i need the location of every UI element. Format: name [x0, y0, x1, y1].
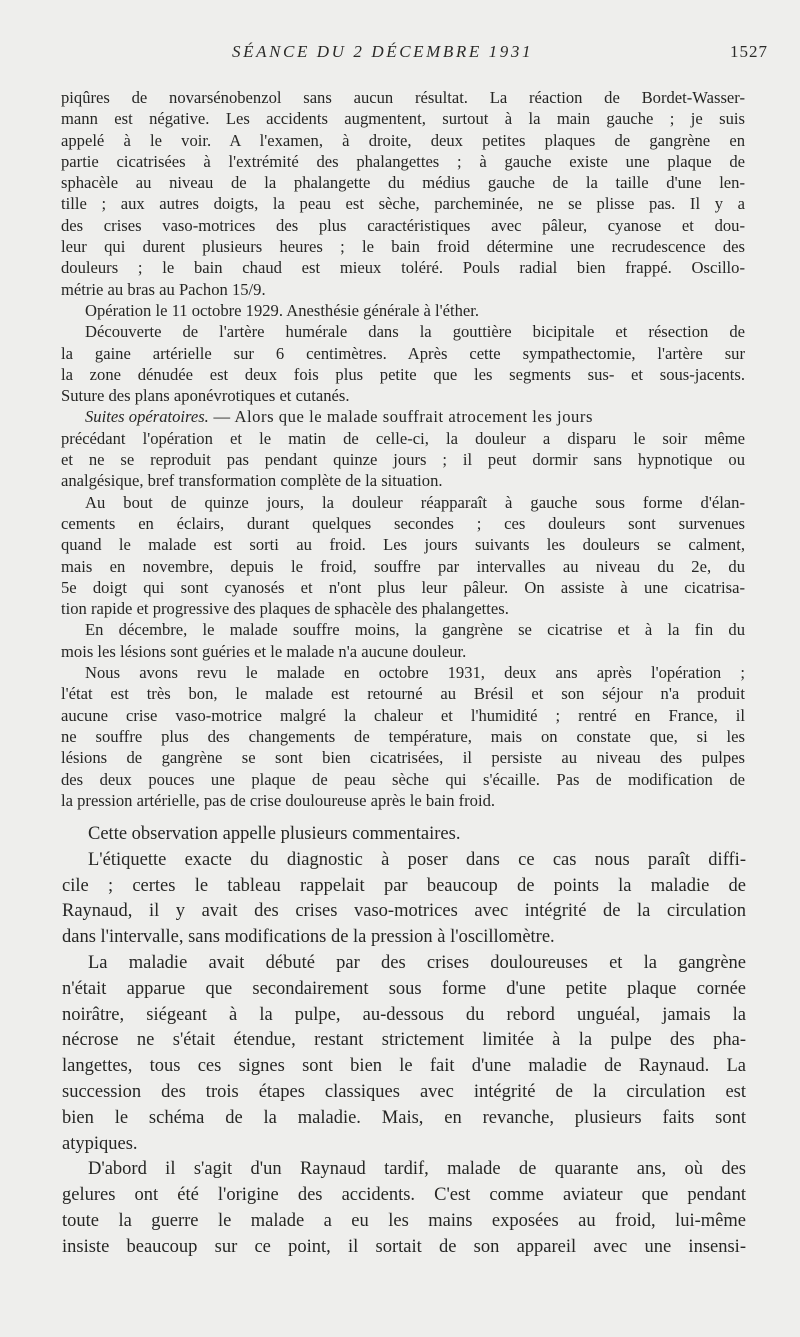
text-line: nécrose ne s'était étendue, restant strictement limitée à la pulpe des pha-: [62, 1030, 746, 1051]
text-line: métrie au bras au Pachon 15/9.: [61, 279, 266, 299]
commentary-block: [62, 822, 746, 1261]
text-line: mais en novembre, depuis le froid, souffre par intervalles au niveau du 2e, du: [61, 556, 745, 576]
text-line: Nous avons revu le malade en octobre 1931, deux ans après l'opération ;: [85, 663, 745, 683]
text-line: Au bout de quinze jours, la douleur réapparaît à gauche sous forme d'élan-: [85, 492, 745, 512]
text-line: bien le schéma de la maladie. Mais, en revanche, plusieurs faits sont: [62, 1107, 746, 1128]
text-fragment: — Alors que le malade souffrait atrocement les jours: [208, 407, 593, 427]
text-line: Découverte de l'artère humérale dans la gouttière bicipitale et résection de: [85, 322, 745, 342]
text-line: cements en éclairs, durant quelques secondes ; ces douleurs sont survenues: [61, 513, 745, 533]
text-line: partie cicatrisées à l'extrémité des phalangettes ; à gauche existe une plaque de: [61, 151, 745, 171]
text-line: la gaine artérielle sur 6 centimètres. Après cette sympathectomie, l'artère sur: [61, 343, 745, 363]
text-line: Raynaud, il y avait des crises vaso-motrices avec intégrité de la circulation: [62, 901, 746, 922]
running-head: [0, 42, 800, 66]
text-line: la zone dénudée est deux fois plus petite que les segments sus- et sous-jacents.: [61, 364, 745, 384]
text-line: dans l'intervalle, sans modifications de la pression à l'oscillomètre.: [62, 927, 555, 948]
text-line: langettes, tous ces signes sont bien le fait d'une maladie de Raynaud. La: [62, 1056, 746, 1077]
text-line: précédant l'opération et le matin de celle-ci, la douleur a disparu le soir même: [61, 428, 745, 448]
text-line: analgésique, bref transformation complète de la situation.: [61, 471, 443, 491]
text-line: tille ; aux autres doigts, la peau est sèche, parcheminée, ne se plisse pas. Il y a: [61, 194, 745, 214]
case-report-block: [61, 87, 745, 811]
text-line: tion rapide et progressive des plaques de sphacèle des phalangettes.: [61, 599, 509, 619]
text-line: 5e doigt qui sont cyanosés et n'ont plus leur pâleur. On assiste à une cicatrisa-: [61, 577, 745, 597]
text-line: leur qui durent plusieurs heures ; le bain froid détermine une recrudescence des: [61, 237, 745, 257]
text-line: douleurs ; le bain chaud est mieux toléré. Pouls radial bien frappé. Oscillo-: [61, 258, 745, 278]
text-line: Opération le 11 octobre 1929. Anesthésie générale à l'éther.: [85, 300, 480, 320]
text-line: n'était apparue que secondairement sous forme d'une petite plaque cornée: [62, 978, 746, 999]
running-title: SÉANCE DU 2 DÉCEMBRE 1931: [232, 42, 534, 61]
section-label-suites-operatoires: Suites opératoires.: [85, 407, 209, 427]
text-line: sphacèle au niveau de la phalangette du médius gauche de la taille d'une len-: [61, 173, 745, 193]
text-line: quand le malade est sorti au froid. Les jours suivants les douleurs se calment,: [61, 535, 745, 555]
text-line: Suture des plans aponévrotiques et cutanés.: [61, 386, 350, 406]
text-line: et ne se reproduit pas pendant quinze jours ; il peut dormir sans hypnotique ou: [61, 450, 745, 470]
text-line: des deux pouces une plaque de peau sèche qui s'écaille. Pas de modification de: [61, 769, 745, 789]
text-line: mois les lésions sont guéries et le malade n'a aucune douleur.: [61, 641, 467, 661]
text-line: piqûres de novarsénobenzol sans aucun résultat. La réaction de Bordet-Wasser-: [61, 88, 745, 107]
text-line: ne souffre plus des changements de température, mais on constate que, si les: [61, 726, 745, 746]
text-line: des crises vaso-motrices des plus caractéristiques avec pâleur, cyanose et dou-: [61, 215, 745, 235]
page-number: 1527: [730, 42, 768, 61]
text-line: la pression artérielle, pas de crise douloureuse après le bain froid.: [61, 790, 496, 810]
text-line: lésions de gangrène se sont bien cicatrisées, il persiste au niveau des pulpes: [61, 748, 745, 768]
text-line: L'étiquette exacte du diagnostic à poser dans ce cas nous paraît diffi-: [88, 849, 746, 870]
text-line: insiste beaucoup sur ce point, il sortait de son appareil avec une insensi-: [62, 1236, 746, 1257]
text-line: l'état est très bon, le malade est retourné au Brésil et son séjour n'a produit: [61, 684, 745, 704]
text-line: aucune crise vaso-motrice malgré la chaleur et l'humidité ; rentré en France, il: [61, 705, 745, 725]
text-line: D'abord il s'agit d'un Raynaud tardif, malade de quarante ans, où des: [88, 1159, 746, 1180]
text-line: cile ; certes le tableau rappelait par beaucoup de points la maladie de: [62, 875, 746, 896]
text-line: noirâtre, siégeant à la pulpe, au-dessous du rebord unguéal, jamais la: [62, 1004, 746, 1025]
text-line: Cette observation appelle plusieurs commentaires.: [88, 824, 461, 844]
text-line: mann est négative. Les accidents augmentent, surtout à la main gauche ; je suis: [61, 109, 745, 129]
text-line: gelures ont été l'origine des accidents. C'est comme aviateur que pendant: [62, 1185, 746, 1206]
text-line-suites: [61, 406, 745, 427]
text-line: En décembre, le malade souffre moins, la gangrène se cicatrise et à la fin du: [85, 620, 745, 640]
text-line: atypiques.: [62, 1133, 138, 1154]
text-line: succession des trois étapes classiques avec intégrité de la circulation est: [62, 1081, 746, 1102]
text-line: La maladie avait débuté par des crises douloureuses et la gangrène: [88, 952, 746, 973]
text-line: toute la guerre le malade a eu les mains exposées au froid, lui-même: [62, 1210, 746, 1231]
text-line: appelé à le voir. A l'examen, à droite, deux petites plaques de gangrène en: [61, 130, 745, 150]
